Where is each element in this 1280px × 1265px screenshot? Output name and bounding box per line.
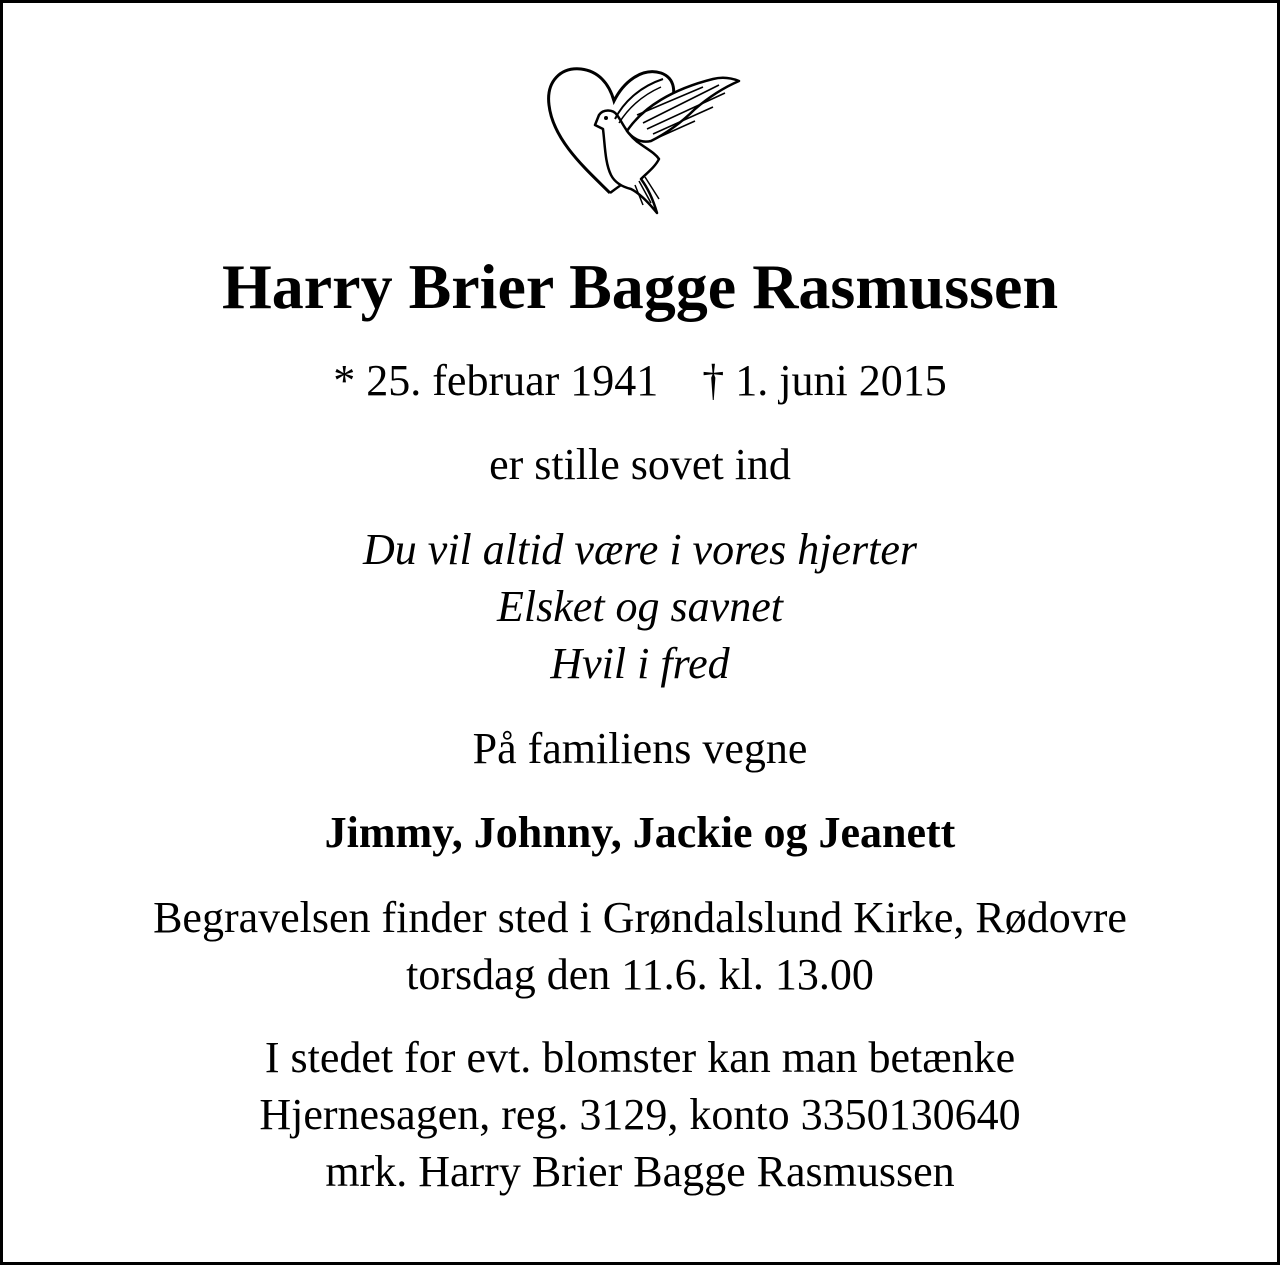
donation-account: Hjernesagen, reg. 3129, konto 3350130640 <box>259 1090 1021 1139</box>
heart-with-dove-icon <box>543 63 743 218</box>
verse-line: Elsket og savnet <box>497 582 783 631</box>
funeral-date: torsdag den 11.6. kl. 13.00 <box>406 950 874 999</box>
death-date: † 1. juni 2015 <box>702 356 947 405</box>
funeral-info: Begravelsen finder sted i Grøndalslund Kirke, Rødovre <box>153 893 1127 942</box>
donation-info: I stedet for evt. blomster kan man betænke <box>264 1033 1016 1082</box>
life-dates <box>3 356 1277 405</box>
announcement-text: er stille sovet ind <box>489 440 791 489</box>
donation-reference: mrk. Harry Brier Bagge Rasmussen <box>325 1147 955 1196</box>
deceased-name: Harry Brier Bagge Rasmussen <box>221 251 1059 322</box>
verse-line: Hvil i fred <box>550 639 730 688</box>
verse-line: Du vil altid være i vores hjerter <box>363 525 917 574</box>
birth-date: * 25. februar 1941 <box>333 356 659 405</box>
family-signature: Jimmy, Johnny, Jackie og Jeanett <box>324 808 956 857</box>
on-behalf-text: På familiens vegne <box>472 724 808 773</box>
